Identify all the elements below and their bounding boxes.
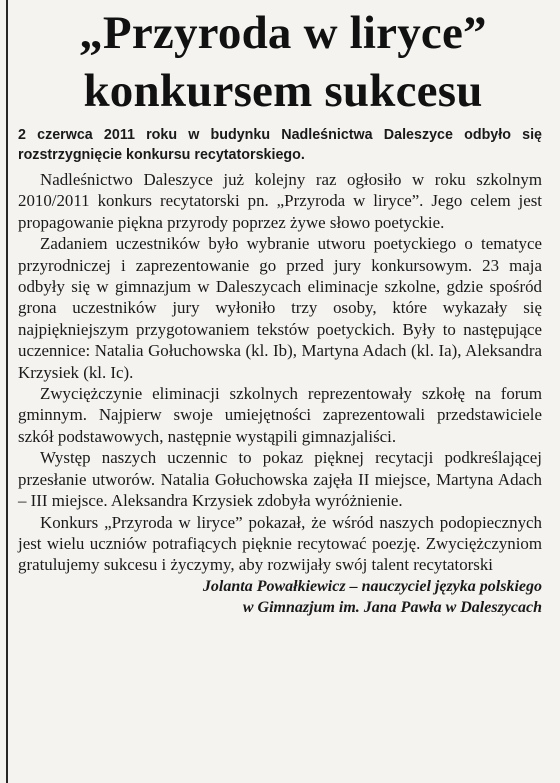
paragraph-1: Nadleśnictwo Daleszyce już kolejny raz ogłosiło w roku szkolnym 2010/2011 konkurs recytatorski pn. „Przyroda w liryce”. Jego celem jest propagowanie piękna przyrody poprzez żywe słowo poetyckie. — [18, 170, 542, 232]
signature-line-1: Jolanta Powałkiewicz – nauczyciel języka polskiego — [202, 577, 542, 595]
lead-paragraph: 2 czerwca 2011 roku w budynku Nadleśnictwa Daleszyce odbyło się rozstrzygnięcie konkursu recytatorskiego. — [18, 127, 542, 163]
article-body — [18, 125, 542, 619]
author-signature — [18, 576, 542, 619]
headline — [12, 4, 554, 120]
headline-line-1: „Przyroda w liryce” — [79, 7, 487, 59]
headline-line-2: konkursem sukcesu — [83, 65, 483, 117]
paragraph-4: Występ naszych uczennic to pokaz pięknej recytacji podkreślającej przesłanie utworów. Natalia Gołuchowska zajęła II miejsce, Martyna Adach – III miejsce. Aleksandra Krzysiek zdobyła wyróżnienie. — [18, 448, 542, 511]
paragraph-2: Zadaniem uczestników było wybranie utworu poetyckiego o tematyce przyrodniczej i zaprezentowanie go przed jury konkursowym. 23 maja odbyły się w gimnazjum w Daleszycach eliminacje szkolne, gdzie spośród grona uczestników jury wyłoniło trzy osoby, które wykazały się najpiękniejszym przygotowaniem tekstów poetyckich. Były to następujące uczennice: Natalia Gołuchowska (kl. Ib), Martyna Adach (kl. Ia), Aleksandra Krzysiek (kl. Ic). — [18, 234, 542, 382]
article-header — [12, 4, 554, 120]
column-rule — [6, 0, 8, 783]
signature-line-2: w Gimnazjum im. Jana Pawła w Daleszycach — [242, 599, 542, 617]
paragraph-3: Zwyciężczynie eliminacji szkolnych reprezentowały szkołę na forum gminnym. Najpierw swoje umiejętności zaprezentowali przedstawiciele szkół podstawowych, następnie wystąpili gimnazjaliści. — [18, 384, 542, 446]
paragraph-5: Konkurs „Przyroda w liryce” pokazał, że wśród naszych podopiecznych jest wielu uczniów potrafiących pięknie recytować poezję. Zwyciężczyniom gratulujemy sukcesu i życzymy, aby rozwijały swój talent recytatorski — [18, 512, 542, 575]
